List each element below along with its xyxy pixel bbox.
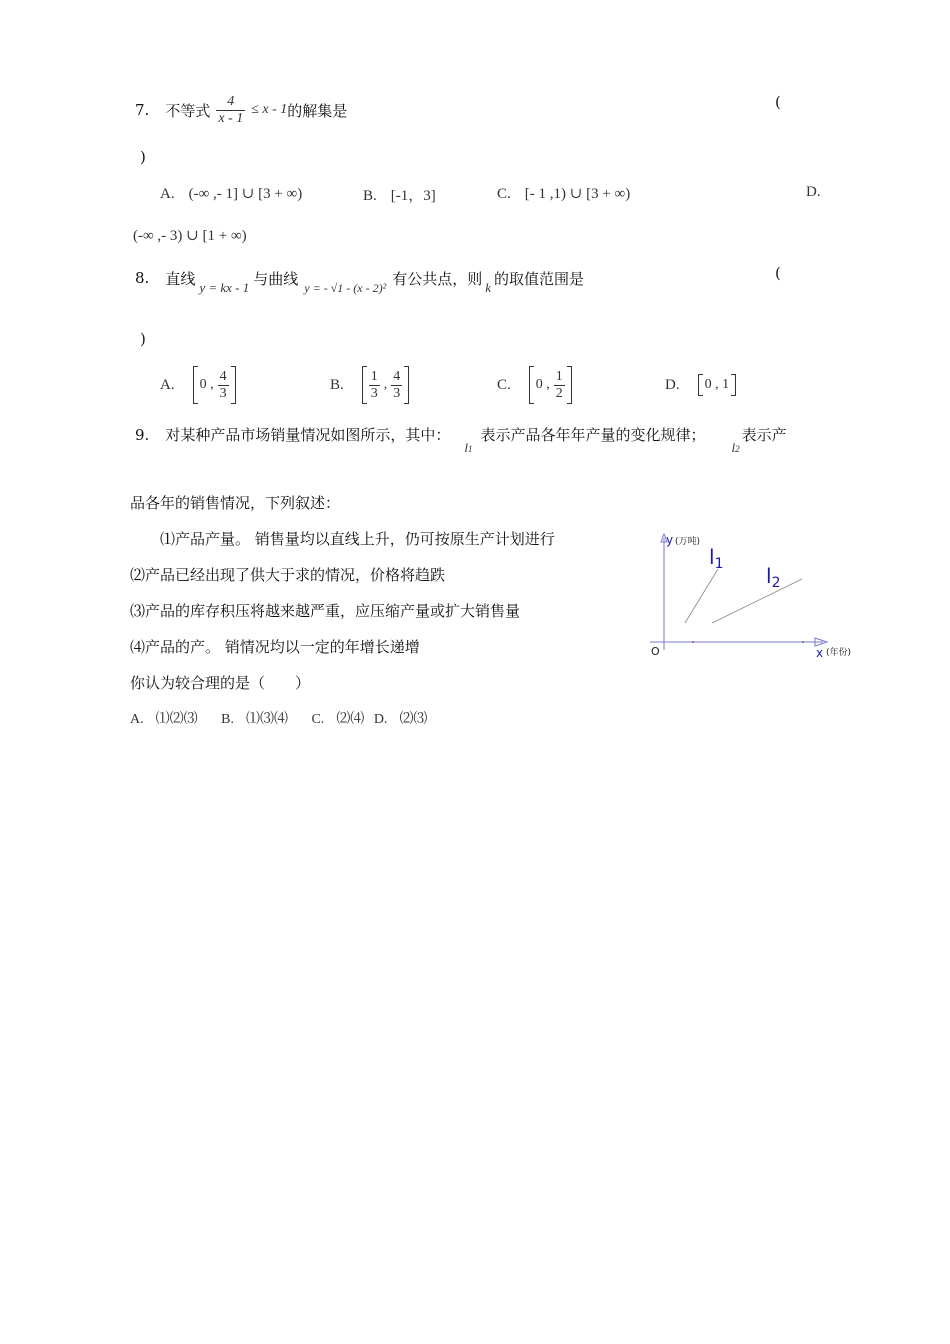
q7-number: 7. bbox=[135, 101, 150, 119]
l1-label bbox=[709, 545, 723, 572]
q7-paren-close: ) bbox=[140, 148, 146, 166]
q9-figure bbox=[645, 528, 865, 668]
tick-dot bbox=[692, 641, 694, 643]
q9-stem-b: 表示产品各年年产量的变化规律； bbox=[480, 426, 706, 444]
q7-fraction bbox=[216, 94, 245, 126]
q7-c-text: [- 1 ,1) ∪ [3 + ∞) bbox=[524, 186, 631, 202]
q9-d-label: D. bbox=[373, 712, 388, 727]
q8-paren-close: ) bbox=[140, 330, 146, 348]
q9-stem-c: 表示产 bbox=[741, 426, 787, 444]
q7-stem-a: 不等式 bbox=[165, 101, 211, 120]
q8-b-frac2 bbox=[391, 369, 402, 401]
q8-c-frac bbox=[554, 369, 565, 401]
q8-c-label: C. bbox=[497, 376, 511, 393]
q8-option-b bbox=[330, 366, 409, 404]
q8-c-left: 0 , bbox=[535, 377, 550, 392]
q9-item-2: ⑵产品已经出现了供大于求的情况，价格将趋跌 bbox=[130, 566, 446, 584]
q9-c-text: ⑵⑷ bbox=[336, 712, 365, 727]
q8-b-den2: 3 bbox=[393, 385, 401, 401]
q7-ineq: ≤ x - 1 bbox=[251, 102, 288, 117]
q9-l1 bbox=[464, 440, 472, 456]
q8-stem-c: 有公共点，则 bbox=[392, 269, 483, 288]
x-axis-label: x bbox=[816, 646, 824, 660]
q9-stem-a: 对某种产品市场销量情况如图所示，其中： bbox=[165, 426, 451, 444]
q8-a-interval bbox=[193, 366, 236, 404]
q9-item-4: ⑷产品的产。 销情况均以一定的年增长递增 bbox=[130, 638, 420, 656]
l2-sub: 2 bbox=[771, 575, 781, 591]
q8-a-den: 3 bbox=[219, 385, 227, 401]
q8-k: k bbox=[485, 280, 491, 295]
q9-l1-sub: 1 bbox=[467, 444, 473, 454]
q7-d-text: (-∞ ,- 3) ∪ [1 + ∞) bbox=[133, 228, 247, 244]
q9-item-3: ⑶产品的库存积压将越来越严重，应压缩产量或扩大销售量 bbox=[130, 602, 521, 620]
q8-stem-a: 直线 bbox=[165, 269, 196, 288]
q8-option-d bbox=[665, 374, 736, 396]
q7-stem-b: 的解集是 bbox=[287, 101, 348, 120]
q8-d-label: D. bbox=[665, 376, 680, 393]
q8-b-frac1 bbox=[369, 369, 380, 401]
q9-l2 bbox=[731, 440, 739, 456]
q8-a-num: 4 bbox=[219, 369, 227, 385]
q7-frac-den: x - 1 bbox=[218, 110, 244, 126]
q8-option-c bbox=[497, 366, 572, 404]
l2-label bbox=[766, 564, 780, 591]
q7-b-text: [-1，3] bbox=[390, 188, 436, 204]
q8-option-a bbox=[160, 366, 236, 404]
q8-d-text: 0 , 1 bbox=[704, 377, 730, 392]
q8-line-eq: y = kx - 1 bbox=[199, 280, 250, 295]
l1-sub: 1 bbox=[714, 556, 724, 572]
q9-b-text: ⑴⑶⑷ bbox=[245, 712, 288, 727]
q8-c-interval bbox=[529, 366, 572, 404]
q9-stem-line2: 品各年的销售情况，下列叙述： bbox=[130, 494, 341, 512]
q7-option-c bbox=[497, 184, 630, 203]
q8-b-interval bbox=[362, 366, 410, 404]
q8-a-frac bbox=[218, 369, 229, 401]
q9-c-label: C. bbox=[311, 712, 325, 727]
q7-d-label: D. bbox=[806, 184, 821, 200]
line-l1 bbox=[685, 569, 718, 623]
q9-l2-sub: 2 bbox=[735, 444, 740, 454]
q8-b-num2: 4 bbox=[393, 369, 401, 385]
x-axis-unit: (年份) bbox=[826, 648, 852, 658]
q8-curve-eq: y = - √1 - (x - 2)² bbox=[304, 280, 387, 295]
q9-l1-letter: l bbox=[464, 440, 468, 455]
l2-letter: l bbox=[766, 564, 772, 588]
q9-number: 9. bbox=[135, 426, 150, 444]
q9-stem-line1 bbox=[135, 424, 787, 455]
tick-dot bbox=[802, 641, 804, 643]
q9-options bbox=[130, 708, 427, 728]
q8-stem-d: 的取值范围是 bbox=[493, 269, 584, 288]
q8-b-den1: 3 bbox=[370, 385, 378, 401]
q8-a-label: A. bbox=[160, 376, 175, 393]
q9-a-label: A. bbox=[130, 712, 144, 727]
q9-b-label: B. bbox=[221, 712, 234, 727]
q8-stem-b: 与曲线 bbox=[253, 269, 299, 288]
y-axis-unit: (万吨) bbox=[675, 537, 701, 547]
q7-option-b bbox=[363, 184, 436, 205]
line-l2 bbox=[712, 579, 802, 623]
origin-label: O bbox=[651, 645, 660, 658]
q7-option-a bbox=[160, 184, 302, 203]
q8-b-sep: , bbox=[383, 377, 388, 392]
q7-a-text: (-∞ ,- 1] ∪ [3 + ∞) bbox=[188, 186, 303, 202]
q7-b-label: B. bbox=[363, 188, 377, 204]
q9-a-text: ⑴⑵⑶ bbox=[155, 712, 198, 727]
q9-item-1: ⑴产品产量。 销售量均以直线上升，仍可按原生产计划进行 bbox=[160, 530, 555, 548]
q9-ask: 你认为较合理的是（ ） bbox=[130, 674, 311, 692]
q8-c-den: 2 bbox=[555, 385, 563, 401]
q7-a-label: A. bbox=[160, 186, 175, 202]
l1-letter: l bbox=[709, 545, 715, 569]
q9-l2-letter: l bbox=[731, 440, 736, 455]
q7-paren-open: ( bbox=[775, 93, 781, 111]
y-axis-label: y bbox=[666, 533, 674, 547]
q7-stem bbox=[135, 90, 347, 130]
q8-c-num: 1 bbox=[555, 369, 563, 385]
q7-c-label: C. bbox=[497, 186, 511, 202]
q8-stem bbox=[135, 260, 584, 296]
q8-b-num1: 1 bbox=[370, 369, 378, 385]
q9-d-text: ⑵⑶ bbox=[399, 712, 428, 727]
q7-frac-num: 4 bbox=[227, 94, 235, 110]
q8-d-interval bbox=[698, 374, 737, 396]
q8-b-label: B. bbox=[330, 376, 344, 393]
q8-a-left: 0 , bbox=[199, 377, 214, 392]
q8-paren-open: ( bbox=[775, 264, 781, 282]
q8-number: 8. bbox=[135, 269, 150, 287]
